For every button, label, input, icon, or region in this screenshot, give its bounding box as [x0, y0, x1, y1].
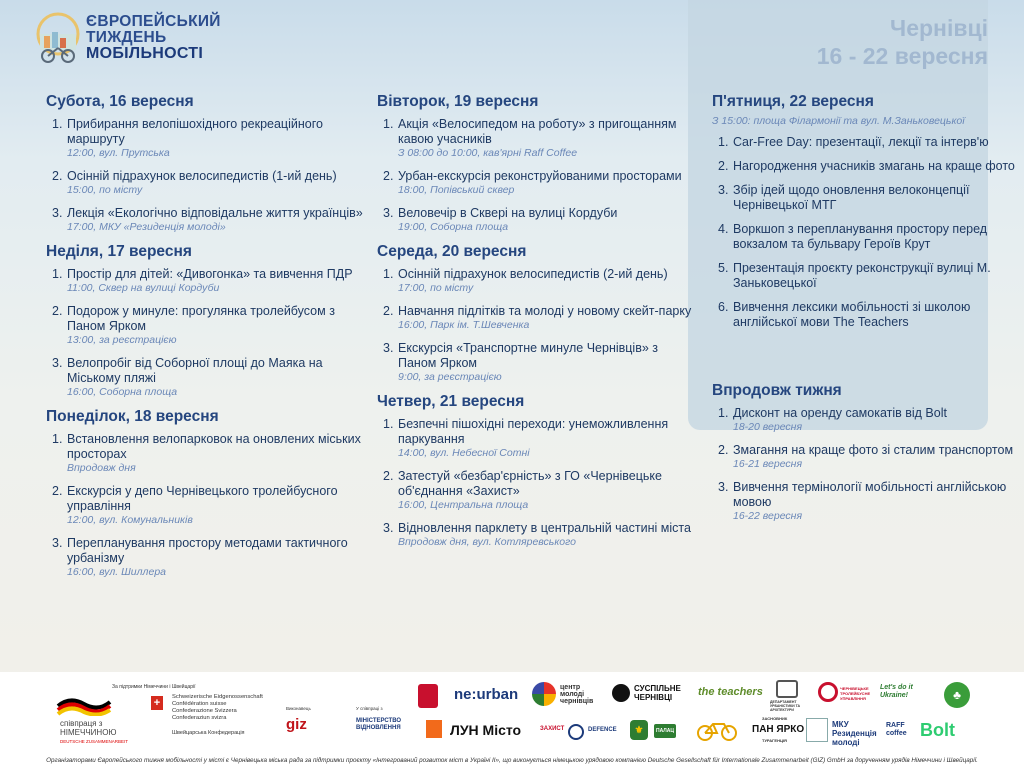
event-title: Екскурсія «Транспортне минуле Чернівців» з Паном Ярком — [398, 341, 658, 370]
youth-center-icon — [532, 682, 556, 706]
germany-logo — [56, 694, 112, 718]
event-body — [67, 267, 353, 295]
schedule-column-2 — [377, 88, 697, 558]
trolleybus-icon — [818, 682, 838, 702]
giz-caption: Виконавець — [286, 706, 311, 711]
event-body — [733, 261, 1024, 291]
neurban-logo: ne:urban — [454, 686, 519, 703]
trolleybus-logo: ЧЕРНІВЕЦЬКЕ ТРОЛЕЙБУСНЕ УПРАВЛІННЯ — [840, 686, 871, 701]
event-body — [733, 480, 1024, 523]
event-body — [398, 304, 691, 332]
ministry-caption: У співпраці з — [356, 706, 383, 711]
swiss-sub: Швейцарська Конфедерація — [172, 730, 245, 736]
event-time-place: 16:00, вул. Шиллера — [67, 566, 166, 578]
ministry-logo: МІНІСТЕРСТВО ВІДНОВЛЕННЯ — [356, 718, 402, 731]
day-location-note: З 15:00: площа Філармонії та вул. М.Заньковецької — [712, 115, 965, 127]
event-title: Осінній підрахунок велосипедистів (1-ий день) — [67, 169, 337, 183]
event-number: 3. — [718, 480, 729, 494]
mobility-logo-icon — [34, 10, 82, 66]
day-block — [377, 243, 697, 384]
day-block — [712, 93, 1024, 330]
day-title: Впродовж тижня — [712, 382, 842, 399]
panyarko-caption: ЗАСНОВНИК — [762, 716, 788, 721]
event-body — [67, 356, 366, 399]
event-time-place: 12:00, вул. Комунальників — [67, 514, 193, 526]
event-title: Відновлення парклету в центральній частині міста — [398, 521, 691, 535]
event-time-place: 12:00, вул. Прутська — [67, 147, 170, 159]
event-number: 2. — [52, 484, 63, 498]
event-body — [398, 417, 697, 460]
event-item — [383, 206, 697, 234]
event-title: Прибирання велопішохідного рекреаційного маршруту — [67, 117, 323, 146]
lun-cube-icon — [426, 720, 442, 738]
event-number: 3. — [383, 206, 394, 220]
event-body — [398, 169, 682, 197]
event-item — [52, 267, 366, 295]
letsdoit-logo: Let's do it Ukraine! — [880, 684, 913, 699]
bolt-logo: Bolt — [920, 720, 955, 740]
event-title: Встановлення велопарковок на оновлених міських просторах — [67, 432, 361, 461]
day-block — [46, 408, 366, 579]
event-item — [718, 480, 1024, 523]
event-body — [398, 267, 668, 295]
event-title: Екскурсія у депо Чернівецького тролейбусного управління — [67, 484, 338, 513]
event-number: 3. — [52, 356, 63, 370]
event-number: 3. — [52, 206, 63, 220]
event-title: Затестуй «безбар'єрність» з ГО «Чернівецьке об'єднання «Захист» — [398, 469, 662, 498]
event-title: Осінній підрахунок велосипедистів (2-ий день) — [398, 267, 668, 281]
teachers-logo: the teachers — [698, 686, 763, 698]
event-time-place: 17:00, МКУ «Резиденція молоді» — [67, 221, 226, 233]
chernivtsi-coat-of-arms-icon — [418, 684, 438, 708]
event-title: Акція «Велосипедом на роботу» з пригощанням кавою учасників — [398, 117, 677, 146]
event-item — [383, 417, 697, 460]
germany-sub: DEUTSCHE ZUSAMMENARBEIT — [60, 739, 129, 744]
event-body — [733, 406, 947, 434]
event-title: Лекція «Екологічно відповідальне життя українців» — [67, 206, 363, 220]
day-title: Четвер, 21 вересня — [377, 393, 525, 410]
support-caption: За підтримки Німеччини і Швейцарії — [112, 684, 196, 690]
event-number: 2. — [383, 304, 394, 318]
event-number: 5. — [718, 261, 729, 275]
event-body — [733, 135, 989, 150]
event-title: Дисконт на оренду самокатів від Bolt — [733, 406, 947, 420]
day-block — [377, 393, 697, 549]
event-body — [398, 117, 697, 160]
event-body — [398, 206, 617, 234]
event-time-place: Впродовж дня, вул. Котляревського — [398, 536, 577, 548]
day-block — [377, 93, 697, 234]
day-block — [712, 382, 1024, 523]
event-body — [733, 222, 1024, 252]
event-body — [733, 183, 1024, 213]
organizers-note: Організаторами Європейського тижня мобільності у місті є Чернівецька міська рада за підтримки проєкту «Інтегрований розвиток міст в Україні II», що виконується німецькою урядовою компанією Deutsche Gesellschaft für Internationale Zusammenarbeit (GIZ) GmbH за дорученням урядів Німеччини і Швейцарії. — [46, 757, 978, 764]
event-time-place: 16-22 вересня — [733, 510, 803, 522]
raff-logo: RAFF coffee — [886, 722, 907, 737]
event-item — [383, 469, 697, 512]
day-title: Неділя, 17 вересня — [46, 243, 192, 260]
event-body — [733, 159, 1015, 174]
event-title: Простір для дітей: «Дивогонка» та вивчення ПДР — [67, 267, 353, 281]
event-item — [52, 432, 366, 475]
event-time-place: 11:00, Сквер на вулиці Кордуби — [67, 282, 220, 294]
mobility-week-logo — [34, 10, 82, 66]
event-time-place: З 08:00 до 10:00, кав'ярні Raff Coffee — [398, 147, 578, 159]
event-item — [52, 117, 366, 160]
event-body — [733, 300, 1024, 330]
event-body — [67, 117, 366, 160]
germany-label: співпраця з НІМЕЧЧИНОЮ — [60, 719, 117, 737]
event-body — [733, 443, 1013, 471]
youth-center-logo: центр молоді чернівців — [560, 684, 594, 705]
schedule-column-1 — [46, 88, 366, 588]
zahyst-logo: ЗАХИСТ — [540, 726, 565, 732]
event-title: Змагання на краще фото зі сталим транспортом — [733, 443, 1014, 457]
event-title: Веловечір в Сквері на вулиці Кордуби — [398, 206, 618, 220]
event-time-place: 9:00, за реєстрацією — [398, 371, 502, 383]
event-item — [383, 169, 697, 197]
event-item — [718, 443, 1024, 471]
swiss-label: Schweizerische Eidgenossenschaft Confédération suisse Confederazione Svizzera Confederaziun svizra — [172, 694, 263, 721]
day-title: П'ятниця, 22 вересня — [712, 93, 874, 110]
event-number: 2. — [52, 304, 63, 318]
event-number: 1. — [383, 267, 394, 281]
schedule-column-3 — [712, 88, 1024, 532]
event-number: 2. — [383, 469, 394, 483]
event-title: Вивчення лексики мобільності зі школою англійської мови The Teachers — [733, 300, 971, 329]
event-title: Урбан-екскурсія реконструйованими просторами — [398, 169, 682, 183]
event-time-place: 16-21 вересня — [733, 458, 803, 470]
suspilne-logo: СУСПІЛЬНЕ ЧЕРНІВЦІ — [634, 684, 681, 702]
event-item — [718, 159, 1024, 174]
event-number: 3. — [52, 536, 63, 550]
event-title: Нагородження учасників змагань на краще фото — [733, 159, 1015, 173]
event-title: Презентація проєкту реконструкції вулиці М. Заньковецької — [733, 261, 991, 290]
event-item — [383, 267, 697, 295]
residence-logo: МКУ Резиденція молоді — [832, 720, 877, 747]
event-title: Збір ідей щодо оновлення велоконцепції Чернівецької МТГ — [733, 183, 970, 212]
event-number: 1. — [52, 432, 63, 446]
event-number: 1. — [52, 267, 63, 281]
event-item — [718, 135, 1024, 150]
event-item — [718, 183, 1024, 213]
germany-ukraine-flag-icon — [56, 694, 112, 716]
event-item — [718, 406, 1024, 434]
event-title: Воркшоп з перепланування простору перед вокзалом та бульвару Героїв Крут — [733, 222, 988, 251]
event-time-place: 13:00, за реєстрацією — [67, 334, 177, 346]
bicycle-icon — [696, 720, 738, 742]
event-number: 1. — [718, 135, 729, 149]
event-item — [52, 536, 366, 579]
event-time-place: 16:00, Парк ім. Т.Шевченка — [398, 319, 530, 331]
event-title: Вивчення термінології мобільності англійською мовою — [733, 480, 1007, 509]
event-title: Навчання підлітків та молоді у новому скейт-парку — [398, 304, 692, 318]
event-item — [718, 222, 1024, 252]
event-title: Велопробіг від Соборної площі до Маяка на Міському пляжі — [67, 356, 323, 385]
event-time-place: 15:00, по місту — [67, 184, 143, 196]
event-number: 4. — [718, 222, 729, 236]
event-body — [67, 536, 366, 579]
swiss-cross-icon: + — [151, 696, 163, 710]
event-title: Перепланування простору методами тактичного урбанізму — [67, 536, 348, 565]
giz-logo: giz — [286, 716, 307, 733]
event-body — [398, 341, 697, 384]
event-item — [383, 341, 697, 384]
event-title: Car-Free Day: презентації, лекції та інтерв'ю — [733, 135, 989, 149]
event-item — [383, 304, 697, 332]
event-body — [67, 206, 363, 234]
day-title: Субота, 16 вересня — [46, 93, 194, 110]
event-body — [67, 304, 366, 347]
event-item — [383, 117, 697, 160]
event-number: 2. — [718, 159, 729, 173]
palace-icon: ⚜ — [630, 720, 648, 740]
palace-logo: ПАЛАЦ — [654, 724, 676, 738]
event-number: 2. — [52, 169, 63, 183]
event-body — [398, 469, 697, 512]
suspilne-icon — [612, 684, 630, 702]
event-number: 1. — [383, 417, 394, 431]
residence-icon — [806, 718, 828, 742]
event-time-place: 17:00, по місту — [398, 282, 474, 294]
event-body — [398, 521, 691, 549]
defence-icon — [568, 724, 584, 740]
event-time-place: 14:00, вул. Небесної Сотні — [398, 447, 530, 459]
lun-logo: ЛУН Місто — [450, 722, 522, 738]
logo-line-3: МОБІЛЬНОСТІ — [86, 45, 204, 62]
event-number: 2. — [718, 443, 729, 457]
event-number: 2. — [383, 169, 394, 183]
event-item — [52, 169, 366, 197]
event-time-place: 16:00, Соборна площа — [67, 386, 178, 398]
event-item — [383, 521, 697, 549]
event-number: 1. — [718, 406, 729, 420]
event-item — [52, 356, 366, 399]
event-body — [67, 432, 366, 475]
event-time-place: Впродовж дня — [67, 462, 136, 474]
panyarko-logo: ПАН ЯРКО — [752, 724, 805, 735]
event-body — [67, 484, 366, 527]
event-number: 1. — [52, 117, 63, 131]
day-block — [46, 93, 366, 234]
green-leaf-icon: ♣ — [944, 682, 970, 708]
event-item — [52, 206, 366, 234]
event-item — [52, 304, 366, 347]
event-time-place: 16:00, Центральна площа — [398, 499, 529, 511]
event-number: 3. — [383, 521, 394, 535]
logo-line-1: ЄВРОПЕЙСЬКИЙ — [86, 13, 221, 30]
event-number: 1. — [383, 117, 394, 131]
panyarko-sub: ТУРАГЕНЦІЯ — [762, 738, 787, 743]
logo-line-2: ТИЖДЕНЬ — [86, 29, 167, 46]
event-time-place: 18:00, Попівський сквер — [398, 184, 515, 196]
event-time-place: 18-20 вересня — [733, 421, 803, 433]
event-body — [67, 169, 337, 197]
event-number: 3. — [383, 341, 394, 355]
event-number: 3. — [718, 183, 729, 197]
event-time-place: 19:00, Соборна площа — [398, 221, 509, 233]
defence-logo: DEFENCE — [588, 727, 617, 733]
event-item — [718, 300, 1024, 330]
event-item — [718, 261, 1024, 291]
day-title: Понеділок, 18 вересня — [46, 408, 219, 425]
day-title: Вівторок, 19 вересня — [377, 93, 539, 110]
day-block — [46, 243, 366, 399]
event-item — [52, 484, 366, 527]
logo-title — [86, 14, 221, 62]
architecture-dept-logo: ДЕПАРТАМЕНТ УРБАНІСТИКИ ТА АРХІТЕКТУРИ — [770, 700, 801, 712]
architecture-dept-icon — [776, 680, 798, 698]
event-title: Подорож у минуле: прогулянка тролейбусом з Паном Ярком — [67, 304, 335, 333]
event-title: Безпечні пішохідні переходи: унеможливлення паркування — [398, 417, 669, 446]
day-title: Середа, 20 вересня — [377, 243, 527, 260]
event-number: 6. — [718, 300, 729, 314]
